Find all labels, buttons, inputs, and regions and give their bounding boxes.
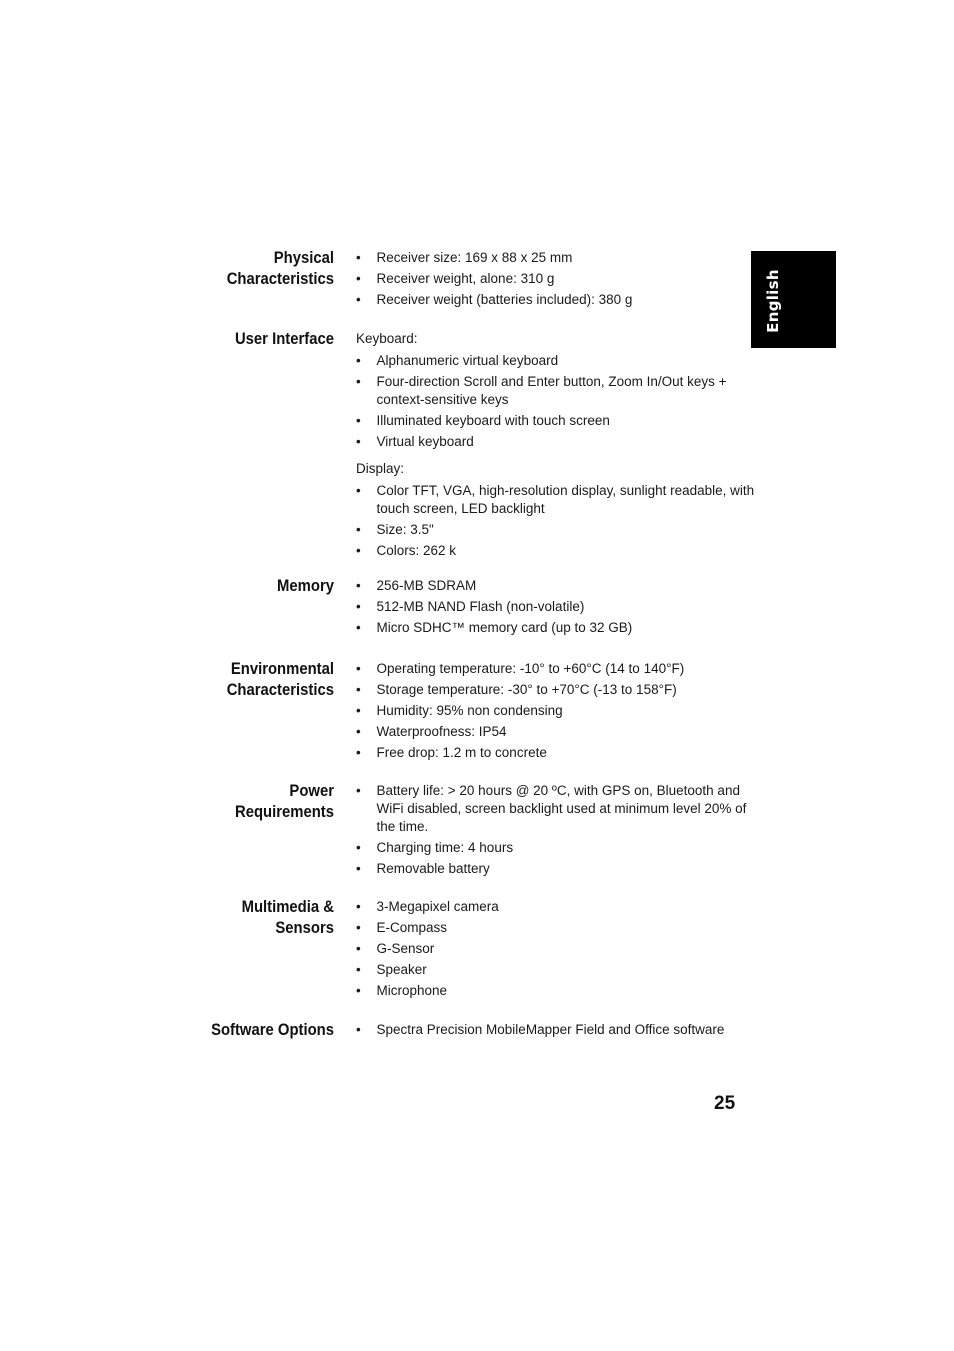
bullet-item: • Speaker [356,961,756,979]
section-body [356,782,756,881]
bullet-item: • Receiver weight (batteries included): 380 g [356,291,756,309]
section-heading-line: Physical [273,249,334,267]
bullet-item: • Waterproofness: IP54 [356,723,756,741]
bullet-list [356,482,756,560]
section-body [356,1021,756,1042]
bullet-list [356,352,756,451]
language-tab [751,251,836,348]
section-body [356,249,756,312]
section-heading [154,329,334,350]
bullet-item: • Charging time: 4 hours [356,839,756,857]
section-heading [154,781,334,823]
bullet-item: • Size: 3.5" [356,521,756,539]
bullet-item: • Receiver weight, alone: 310 g [356,270,756,288]
section-body [356,898,756,1003]
block-subheading: Display: [356,461,405,476]
section-body [356,330,756,563]
section-heading-line: Memory [277,577,334,595]
bullet-item: • Color TFT, VGA, high-resolution display, sunlight readable, with touch screen, LED backlight [356,482,756,518]
section-heading-line: User Interface [234,330,334,348]
bullet-item: • Operating temperature: -10° to +60°C (14 to 140°F) [356,660,756,678]
section-heading-line: Requirements [234,803,334,821]
bullet-item: • Free drop: 1.2 m to concrete [356,744,756,762]
section-heading [154,1020,334,1041]
bullet-list [356,660,756,762]
section-heading-line: Power [289,782,334,800]
bullet-item: • Colors: 262 k [356,542,756,560]
bullet-list [356,898,756,1000]
section-heading-line: Sensors [275,919,334,937]
bullet-list [356,782,756,878]
bullet-item: • Microphone [356,982,756,1000]
bullet-item: • Spectra Precision MobileMapper Field and Office software [356,1021,756,1039]
section-heading [154,248,334,290]
bullet-item: • Removable battery [356,860,756,878]
section-heading-line: Multimedia & [241,898,334,916]
page-number: 25 [714,1093,736,1114]
block-subheading: Keyboard: [356,331,418,346]
bullet-item: • Four-direction Scroll and Enter button, Zoom In/Out keys + context-sensitive keys [356,373,756,409]
bullet-list [356,249,756,309]
bullet-item: • Alphanumeric virtual keyboard [356,352,756,370]
section-heading-line: Software Options [211,1021,334,1039]
bullet-list [356,1021,756,1039]
bullet-item: • Humidity: 95% non condensing [356,702,756,720]
bullet-list [356,577,756,637]
bullet-item: • E-Compass [356,919,756,937]
section-heading-line: Characteristics [226,270,334,288]
bullet-item: • 3-Megapixel camera [356,898,756,916]
bullet-item: • Virtual keyboard [356,433,756,451]
language-tab-label: English [764,269,782,333]
section-heading [154,897,334,939]
section-body [356,577,756,640]
bullet-item: • Storage temperature: -30° to +70°C (-13 to 158°F) [356,681,756,699]
bullet-item: • 256-MB SDRAM [356,577,756,595]
bullet-item: • Micro SDHC™ memory card (up to 32 GB) [356,619,756,637]
section-heading-line: Characteristics [226,681,334,699]
bullet-item: • Battery life: > 20 hours @ 20 ºC, with GPS on, Bluetooth and WiFi disabled, screen backlight used at minimum level 20% of the time. [356,782,756,836]
section-heading [154,576,334,597]
section-body [356,660,756,765]
bullet-item: • Receiver size: 169 x 88 x 25 mm [356,249,756,267]
bullet-item: • 512-MB NAND Flash (non-volatile) [356,598,756,616]
bullet-item: • G-Sensor [356,940,756,958]
section-heading-line: Environmental [230,660,334,678]
bullet-item: • Illuminated keyboard with touch screen [356,412,756,430]
section-heading [154,659,334,701]
